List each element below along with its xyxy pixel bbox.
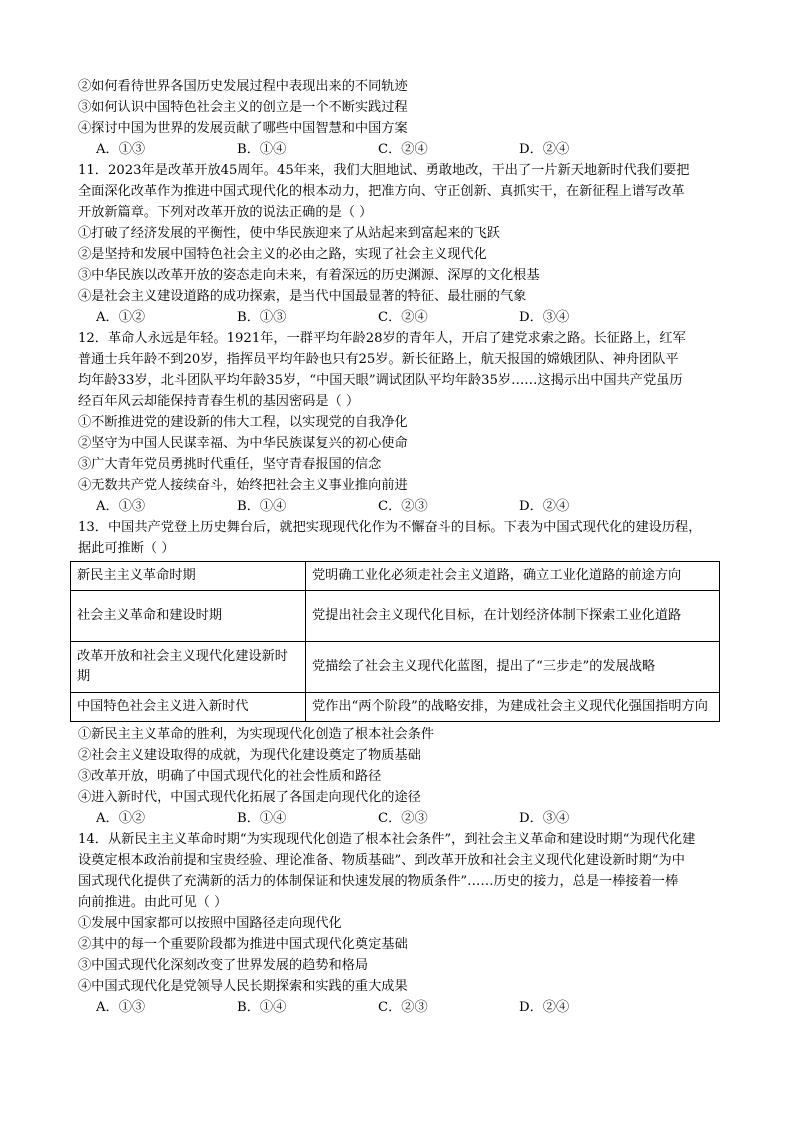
option-a: A．①② <box>96 811 146 826</box>
answer-options <box>78 808 728 829</box>
option-d: D．③④ <box>519 310 570 325</box>
choice-item: ③广大青年党员勇挑时代重任，坚守青春报国的信念 <box>78 457 382 472</box>
question-10-tail <box>78 76 728 160</box>
modernization-history-table <box>70 561 720 722</box>
choice-item: ④探讨中国为世界的发展贡献了哪些中国智慧和中国方案 <box>78 121 408 136</box>
question-stem: 据此可推断（ ） <box>78 541 175 556</box>
table-cell-period: 改革开放和社会主义现代化建设新时期 <box>71 642 306 693</box>
table-row <box>71 562 720 591</box>
question-stem: 普通士兵年龄不到20岁，指挥员平均年龄也只有25岁。新长征路上，航天报国的嫦娥团队、神舟团队平 <box>78 352 679 367</box>
answer-options <box>78 496 728 517</box>
choice-item: ①不断推进党的建设新的伟大工程，以实现党的自我净化 <box>78 415 408 430</box>
question-stem: 11．2023年是改革开放45周年。45年来，我们大胆地试、勇敢地改，干出了一片新天地新时代我们要把 <box>78 163 690 178</box>
choice-item: ①新民主主义革命的胜利，为实现现代化创造了根本社会条件 <box>78 727 435 742</box>
question-14 <box>78 829 728 1018</box>
table-cell-description: 党描绘了社会主义现代化蓝图，提出了“三步走”的发展战略 <box>306 642 720 693</box>
option-b: B．①④ <box>237 142 287 157</box>
choice-item: ①打破了经济发展的平衡性，使中华民族迎来了从站起来到富起来的飞跃 <box>78 226 500 241</box>
option-c: C．②③ <box>378 811 428 826</box>
option-d: D．②④ <box>519 499 570 514</box>
question-stem: 国式现代化提供了充满新的活力的体制保证和快速发展的物质条件”……历史的接力，总是一棒接着一棒 <box>78 874 679 889</box>
choice-item: ②其中的每一个重要阶段都为推进中国式现代化奠定基础 <box>78 937 408 952</box>
question-stem: 均年龄33岁，北斗团队平均年龄35岁，“中国天眼”调试团队平均年龄35岁……这揭示出中国共产党虽历 <box>78 373 683 388</box>
table-cell-description: 党明确工业化必须走社会主义道路，确立工业化道路的前途方向 <box>306 562 720 591</box>
option-b: B．①④ <box>237 1000 287 1015</box>
option-d: D．③④ <box>519 811 570 826</box>
question-stem: 开放新篇章。下列对改革开放的说法正确的是（ ） <box>78 205 373 220</box>
option-b: B．①④ <box>237 811 287 826</box>
question-11 <box>78 160 728 328</box>
choice-item: ③如何认识中国特色社会主义的创立是一个不断实践过程 <box>78 100 408 115</box>
choice-item: ②坚守为中国人民谋幸福、为中华民族谋复兴的初心使命 <box>78 436 408 451</box>
option-a: A．①③ <box>96 499 146 514</box>
answer-options <box>78 997 728 1018</box>
option-d: D．②④ <box>519 1000 570 1015</box>
exam-page <box>78 76 728 1018</box>
option-c: C．②③ <box>378 499 428 514</box>
answer-options <box>78 139 728 160</box>
choice-item: ①发展中国家都可以按照中国路径走向现代化 <box>78 916 342 931</box>
choice-item: ④中国式现代化是党领导人民长期探索和实践的重大成果 <box>78 979 408 994</box>
question-12 <box>78 328 728 517</box>
choice-item: ②如何看待世界各国历史发展过程中表现出来的不同轨迹 <box>78 79 408 94</box>
table-cell-description: 党作出“两个阶段”的战略安排，为建成社会主义现代化强国指明方向 <box>306 693 720 722</box>
option-a: A．①③ <box>96 1000 146 1015</box>
choice-item: ③中华民族以改革开放的姿态走向未来，有着深远的历史渊源、深厚的文化根基 <box>78 268 540 283</box>
option-a: A．①③ <box>96 142 146 157</box>
option-b: B．①④ <box>237 499 287 514</box>
choice-item: ④无数共产党人接续奋斗，始终把社会主义事业推向前进 <box>78 478 408 493</box>
choice-item: ②是坚持和发展中国特色社会主义的必由之路，实现了社会主义现代化 <box>78 247 487 262</box>
choice-item: ④进入新时代，中国式现代化拓展了各国走向现代化的途径 <box>78 790 421 805</box>
option-d: D．②④ <box>519 142 570 157</box>
question-stem: 全面深化改革作为推进中国式现代化的根本动力，把准方向、守正创新、真抓实干，在新征程上谱写改革 <box>78 184 685 199</box>
question-stem: 14．从新民主主义革命时期“为实现现代化创造了根本社会条件”，到社会主义革命和建设时期“为现代化建 <box>78 832 696 847</box>
table-row <box>71 642 720 693</box>
question-stem: 13．中国共产党登上历史舞台后，就把实现现代化作为不懈奋斗的目标。下表为中国式现代化的建设历程， <box>78 520 702 535</box>
choice-item: ③改革开放，明确了中国式现代化的社会性质和路径 <box>78 769 382 784</box>
table-row <box>71 693 720 722</box>
table-cell-period: 中国特色社会主义进入新时代 <box>71 693 306 722</box>
question-stem: 设奠定根本政治前提和宝贵经验、理论准备、物质基础”、到改革开放和社会主义现代化建设新时期“为中 <box>78 853 685 868</box>
option-c: C．②③ <box>378 1000 428 1015</box>
table-cell-period: 社会主义革命和建设时期 <box>71 591 306 642</box>
question-stem: 经百年风云却能保持青春生机的基因密码是（ ） <box>78 394 360 409</box>
table-cell-description: 党提出社会主义现代化目标，在计划经济体制下探索工业化道路 <box>306 591 720 642</box>
question-stem: 向前推进。由此可见（ ） <box>78 895 228 910</box>
option-c: C．②④ <box>378 142 428 157</box>
choice-item: ③中国式现代化深刻改变了世界发展的趋势和格局 <box>78 958 369 973</box>
table-cell-period: 新民主主义革命时期 <box>71 562 306 591</box>
choice-item: ②社会主义建设取得的成就，为现代化建设奠定了物质基础 <box>78 748 421 763</box>
table-row <box>71 591 720 642</box>
question-13 <box>78 517 728 829</box>
option-a: A．①② <box>96 310 146 325</box>
choice-item: ④是社会主义建设道路的成功探索，是当代中国最显著的特征、最壮丽的气象 <box>78 289 527 304</box>
option-b: B．①③ <box>237 310 287 325</box>
answer-options <box>78 307 728 328</box>
option-c: C．②④ <box>378 310 428 325</box>
question-stem: 12．革命人永远是年轻。1921年，一群平均年龄28岁的青年人，开启了建党求索之路。长征路上，红军 <box>78 331 686 346</box>
